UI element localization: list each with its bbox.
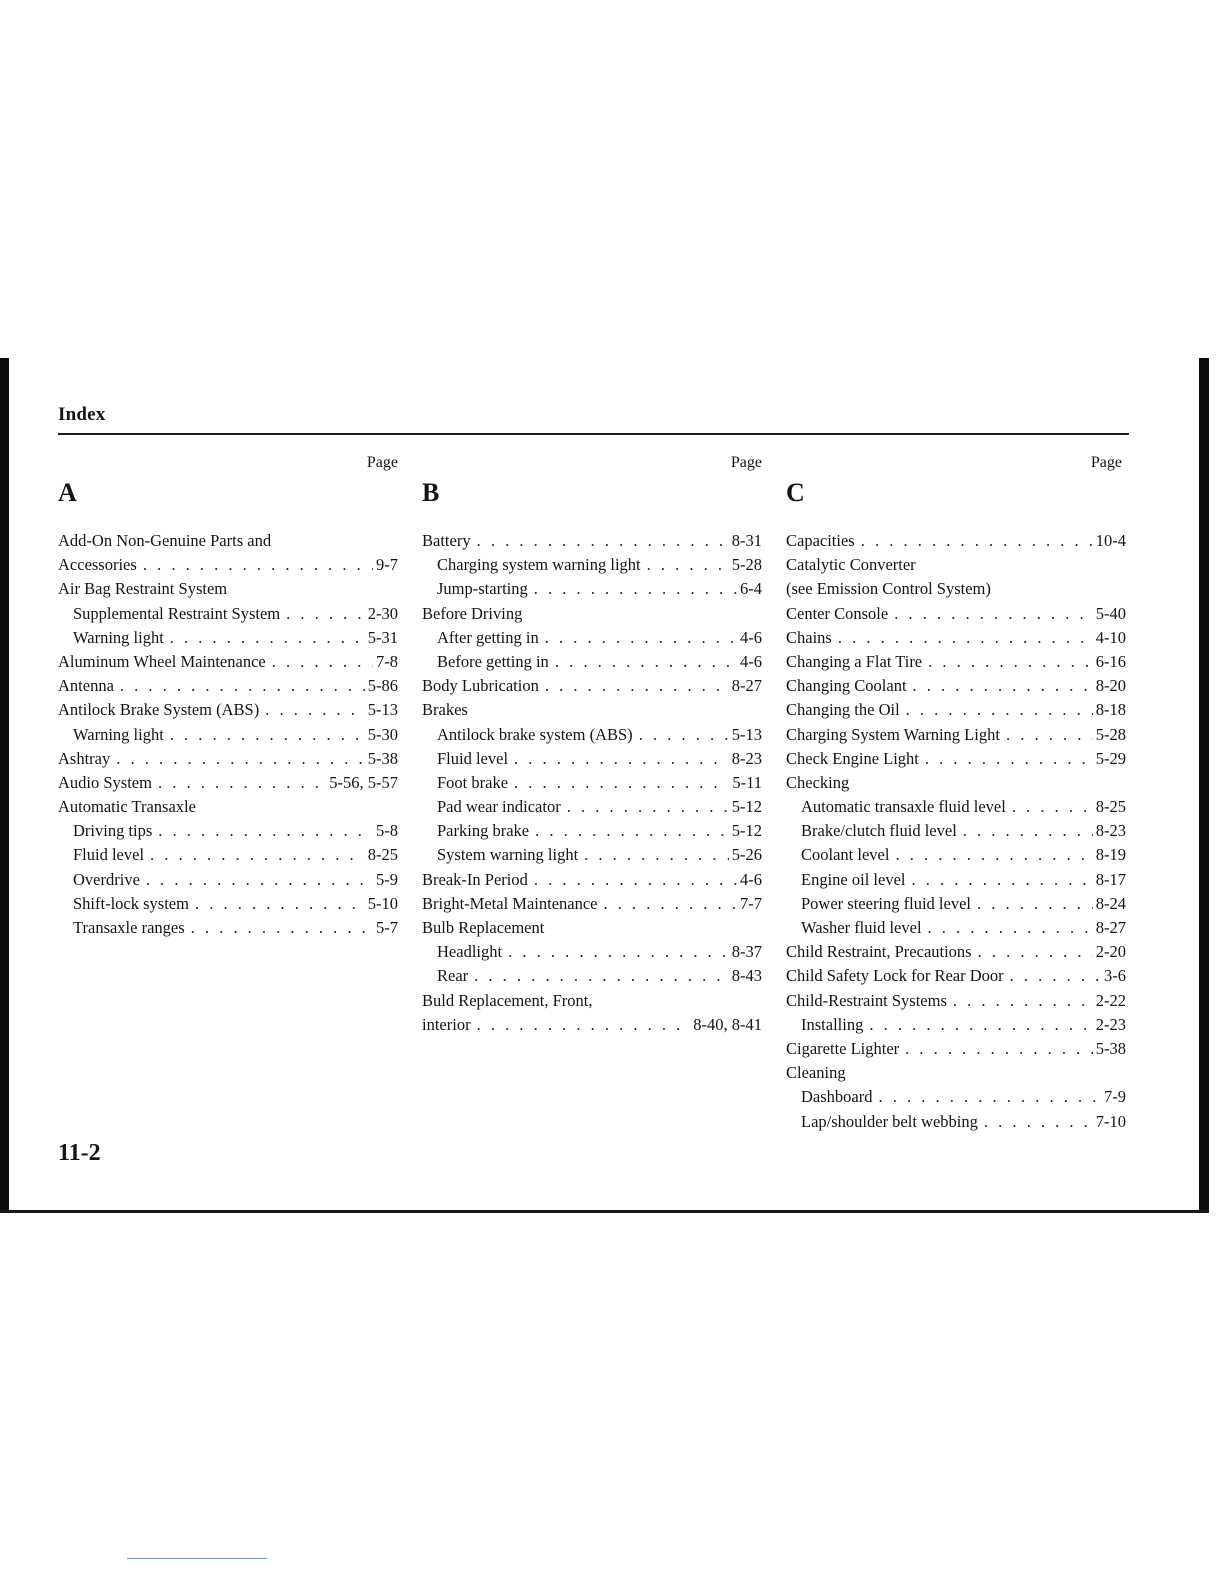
entry-label: Automatic transaxle fluid level [801, 797, 1006, 817]
index-entry [58, 747, 398, 771]
entry-list-b [422, 529, 762, 1037]
dot-leader [272, 650, 373, 674]
index-entry [58, 602, 398, 626]
index-entry [786, 529, 1126, 553]
entry-label: Overdrive [73, 869, 140, 889]
entry-page-ref: 7-7 [740, 893, 762, 913]
entry-page-ref: 5-12 [731, 821, 762, 841]
index-entry [58, 650, 398, 674]
header-rule [58, 433, 1129, 435]
dot-leader [555, 650, 737, 674]
entry-page-ref: 8-25 [367, 845, 398, 865]
index-entry [786, 964, 1126, 988]
entry-label: Fluid level [437, 748, 509, 768]
dot-leader [116, 747, 365, 771]
entry-page-ref: 10-4 [1095, 531, 1126, 550]
entry-label: Installing [801, 1014, 864, 1034]
index-entry [58, 868, 398, 892]
entry-page-ref: 5-31 [367, 627, 398, 647]
index-entry [58, 674, 398, 698]
entry-page-ref: 7-8 [376, 651, 398, 671]
entry-label: Jump-starting [437, 579, 528, 599]
entry-page-ref: 4-6 [740, 651, 762, 671]
entry-page-ref: 5-38 [367, 748, 398, 768]
entry-page-ref: 5-12 [731, 797, 762, 817]
entry-label: Bulb Replacement [422, 918, 545, 937]
index-entry [786, 602, 1126, 626]
index-entry [786, 892, 1126, 916]
index-entry [422, 795, 762, 819]
entry-page-ref: 8-23 [731, 748, 762, 768]
dot-leader [514, 771, 729, 795]
index-entry [422, 868, 762, 892]
dot-leader [286, 602, 365, 626]
entry-label: Antenna [58, 676, 114, 696]
entry-page-ref: 8-43 [731, 966, 762, 986]
index-entry [422, 964, 762, 988]
dot-leader [150, 843, 365, 867]
entry-label: interior [422, 1014, 471, 1034]
index-entry [422, 698, 762, 722]
entry-label: After getting in [437, 627, 539, 647]
entry-page-ref: 5-10 [367, 893, 398, 913]
dot-leader [861, 529, 1093, 553]
dot-leader [535, 819, 729, 843]
dot-leader [584, 843, 729, 867]
index-entry [422, 650, 762, 674]
entry-label: Brake/clutch fluid level [801, 821, 957, 841]
dot-leader [913, 674, 1093, 698]
index-entry [422, 577, 762, 601]
entry-label: Changing Coolant [786, 676, 907, 696]
index-entry [422, 916, 762, 940]
entry-label: Pad wear indicator [437, 797, 561, 817]
dot-leader [545, 674, 729, 698]
entry-page-ref: 7-10 [1095, 1111, 1126, 1131]
entry-page-ref: 4-6 [740, 869, 762, 889]
index-entry [422, 529, 762, 553]
entry-label: Child Restraint, Precautions [786, 942, 972, 962]
entry-page-ref: 5-13 [367, 700, 398, 720]
entry-page-ref: 2-20 [1095, 942, 1126, 962]
bottom-rule [0, 1210, 1209, 1213]
dot-leader [158, 771, 326, 795]
index-entry [786, 698, 1126, 722]
dot-leader [170, 723, 365, 747]
entry-label: Bright-Metal Maintenance [422, 893, 598, 913]
dot-leader [906, 698, 1093, 722]
index-entry [786, 1013, 1126, 1037]
dot-leader [265, 698, 365, 722]
footer-line [127, 1558, 267, 1559]
index-entry [58, 529, 398, 553]
index-entry [786, 916, 1126, 940]
index-entry [786, 723, 1126, 747]
index-entry [422, 747, 762, 771]
entry-label: Break-In Period [422, 869, 528, 889]
entry-label: Power steering fluid level [801, 893, 971, 913]
entry-page-ref: 5-28 [1095, 724, 1126, 744]
entry-label: Charging system warning light [437, 555, 641, 575]
index-entry [422, 723, 762, 747]
entry-page-ref: 7-9 [1104, 1087, 1126, 1107]
entry-page-ref: 8-31 [731, 531, 762, 550]
index-entry [786, 553, 1126, 577]
entry-page-ref: 4-6 [740, 627, 762, 647]
entry-label: Foot brake [437, 772, 509, 792]
entry-label: Fluid level [73, 845, 145, 865]
entry-page-ref: 8-25 [1095, 797, 1126, 817]
entry-label: Changing a Flat Tire [786, 651, 923, 671]
entry-page-ref: 2-30 [367, 603, 398, 623]
index-entry [422, 843, 762, 867]
index-entry [58, 819, 398, 843]
index-entry [422, 940, 762, 964]
page-column-label: Page [366, 454, 398, 471]
index-entry [58, 795, 398, 819]
dot-leader [647, 553, 729, 577]
dot-leader [869, 1013, 1092, 1037]
dot-leader [639, 723, 729, 747]
index-entry [786, 868, 1126, 892]
entry-page-ref: 5-86 [367, 676, 398, 696]
index-entry [58, 553, 398, 577]
dot-leader [477, 1013, 691, 1037]
entry-label: Warning light [73, 724, 164, 744]
entry-page-ref: 6-16 [1095, 651, 1126, 671]
index-entry [786, 989, 1126, 1013]
entry-label: Transaxle ranges [73, 918, 185, 937]
entry-page-ref: 5-30 [367, 724, 398, 744]
entry-label: Headlight [437, 942, 503, 962]
dot-leader [146, 868, 373, 892]
dot-leader [195, 892, 365, 916]
dot-leader [477, 529, 729, 553]
index-entry [58, 626, 398, 650]
entry-label: Chains [786, 627, 832, 647]
index-entry [786, 771, 1126, 795]
entry-label: (see Emission Control System) [786, 579, 991, 599]
entry-page-ref: 5-40 [1095, 603, 1126, 623]
index-entry [786, 843, 1126, 867]
entry-label: Automatic Transaxle [58, 797, 196, 817]
index-entry [58, 577, 398, 601]
entry-label: Accessories [58, 555, 137, 575]
entry-page-ref: 8-40, 8-41 [693, 1014, 762, 1034]
entry-page-ref: 4-10 [1095, 627, 1126, 647]
dot-leader [905, 1037, 1093, 1061]
entry-page-ref: 8-27 [731, 676, 762, 696]
index-entry [58, 916, 398, 940]
entry-page-ref: 5-11 [732, 772, 762, 792]
entry-page-ref: 9-7 [376, 555, 398, 575]
page-column-label: Page [730, 454, 762, 471]
dot-leader [603, 892, 737, 916]
index-entry [422, 892, 762, 916]
dot-leader [928, 650, 1093, 674]
entry-label: Cleaning [786, 1063, 846, 1083]
dot-leader [508, 940, 729, 964]
dot-leader [191, 916, 373, 940]
entry-page-ref: 8-20 [1095, 676, 1126, 696]
entry-page-ref: 8-17 [1095, 869, 1126, 889]
index-entry [786, 1110, 1126, 1134]
index-entry [786, 819, 1126, 843]
page-number: 11-2 [58, 1140, 101, 1166]
entry-label: Before Driving [422, 603, 523, 623]
dot-leader [911, 868, 1092, 892]
index-entry [422, 989, 762, 1013]
entry-page-ref: 8-27 [1095, 918, 1126, 937]
index-entry [422, 819, 762, 843]
index-entry [422, 553, 762, 577]
entry-page-ref: 8-37 [731, 942, 762, 962]
dot-leader [534, 577, 737, 601]
entry-label: Child Safety Lock for Rear Door [786, 966, 1004, 986]
dot-leader [514, 747, 729, 771]
entry-label: Buld Replacement, Front, [422, 990, 593, 1010]
index-entry [58, 771, 398, 795]
entry-label: Air Bag Restraint System [58, 579, 228, 599]
entry-label: Warning light [73, 627, 164, 647]
entry-label: Rear [437, 966, 469, 986]
entry-label: Ashtray [58, 748, 111, 768]
entry-page-ref: 6-4 [740, 579, 762, 599]
dot-leader [1006, 723, 1093, 747]
entry-label: Child-Restraint Systems [786, 990, 947, 1010]
entry-label: Changing the Oil [786, 700, 900, 720]
entry-label: Cigarette Lighter [786, 1038, 900, 1058]
dot-leader [120, 674, 365, 698]
index-entry [786, 795, 1126, 819]
entry-page-ref: 5-7 [376, 918, 398, 937]
entry-label: Antilock Brake System (ABS) [58, 700, 260, 720]
entry-page-ref: 8-23 [1095, 821, 1126, 841]
dot-leader [158, 819, 373, 843]
right-edge-bar [1199, 358, 1209, 1212]
entry-label: Washer fluid level [801, 918, 922, 937]
entry-label: Audio System [58, 772, 152, 792]
index-entry [422, 674, 762, 698]
entry-label: Before getting in [437, 651, 549, 671]
index-column-b [422, 450, 762, 1037]
entry-page-ref: 5-8 [376, 821, 398, 841]
entry-label: Engine oil level [801, 869, 906, 889]
index-entry [786, 1085, 1126, 1109]
entry-label: Check Engine Light [786, 748, 919, 768]
dot-leader [925, 747, 1093, 771]
entry-page-ref: 5-56, 5-57 [329, 772, 398, 792]
entry-page-ref: 5-28 [731, 555, 762, 575]
dot-leader [567, 795, 729, 819]
dot-leader [474, 964, 729, 988]
index-entry [422, 602, 762, 626]
entry-label: Antilock brake system (ABS) [437, 724, 633, 744]
entry-label: Charging System Warning Light [786, 724, 1000, 744]
page-column-label: Page [1090, 454, 1122, 471]
dot-leader [545, 626, 737, 650]
entry-label: Shift-lock system [73, 893, 189, 913]
entry-page-ref: 2-22 [1095, 990, 1126, 1010]
entry-page-ref: 5-13 [731, 724, 762, 744]
dot-leader [953, 989, 1093, 1013]
index-entry [786, 1037, 1126, 1061]
entry-label: Checking [786, 772, 850, 792]
index-entry [786, 577, 1126, 601]
index-entry [58, 843, 398, 867]
entry-label: Brakes [422, 700, 468, 720]
dot-leader [928, 916, 1093, 940]
dot-leader [143, 553, 373, 577]
index-entry [786, 1061, 1126, 1085]
index-entry [786, 674, 1126, 698]
entry-page-ref: 5-38 [1095, 1038, 1126, 1058]
entry-label: Add-On Non-Genuine Parts and [58, 531, 272, 550]
section-letter-c: C [786, 478, 805, 507]
dot-leader [894, 602, 1093, 626]
index-column-c [786, 450, 1126, 1134]
index-entry [58, 892, 398, 916]
section-letter-a: A [58, 478, 77, 507]
page-title: Index [58, 404, 106, 425]
entry-page-ref: 5-9 [376, 869, 398, 889]
index-entry [422, 626, 762, 650]
dot-leader [984, 1110, 1093, 1134]
entry-list-c [786, 529, 1126, 1134]
entry-list-a [58, 529, 398, 940]
entry-page-ref: 5-26 [731, 845, 762, 865]
left-edge-bar [0, 358, 9, 1212]
dot-leader [978, 940, 1093, 964]
entry-label: System warning light [437, 845, 579, 865]
entry-label: Coolant level [801, 845, 890, 865]
entry-label: Driving tips [73, 821, 153, 841]
entry-label: Catalytic Converter [786, 555, 916, 575]
index-entry [58, 723, 398, 747]
entry-label: Center Console [786, 603, 889, 623]
entry-label: Capacities [786, 531, 855, 550]
entry-label: Parking brake [437, 821, 530, 841]
entry-page-ref: 8-19 [1095, 845, 1126, 865]
dot-leader [977, 892, 1093, 916]
dot-leader [878, 1085, 1101, 1109]
entry-page-ref: 8-18 [1095, 700, 1126, 720]
entry-page-ref: 3-6 [1104, 966, 1126, 986]
entry-page-ref: 5-29 [1095, 748, 1126, 768]
index-entry [786, 626, 1126, 650]
entry-label: Battery [422, 531, 471, 550]
index-entry [422, 1013, 762, 1037]
dot-leader [534, 868, 737, 892]
index-entry [422, 771, 762, 795]
index-column-a [58, 450, 398, 940]
entry-page-ref: 2-23 [1095, 1014, 1126, 1034]
dot-leader [895, 843, 1092, 867]
dot-leader [1012, 795, 1093, 819]
index-entry [786, 650, 1126, 674]
dot-leader [838, 626, 1093, 650]
index-entry [786, 940, 1126, 964]
index-entry [786, 747, 1126, 771]
entry-label: Dashboard [801, 1087, 873, 1107]
entry-label: Body Lubrication [422, 676, 539, 696]
entry-label: Lap/shoulder belt webbing [801, 1111, 978, 1131]
dot-leader [1010, 964, 1101, 988]
entry-label: Supplemental Restraint System [73, 603, 281, 623]
entry-page-ref: 8-24 [1095, 893, 1126, 913]
dot-leader [170, 626, 365, 650]
dot-leader [963, 819, 1093, 843]
index-entry [58, 698, 398, 722]
section-letter-b: B [422, 478, 440, 507]
entry-label: Aluminum Wheel Maintenance [58, 651, 266, 671]
